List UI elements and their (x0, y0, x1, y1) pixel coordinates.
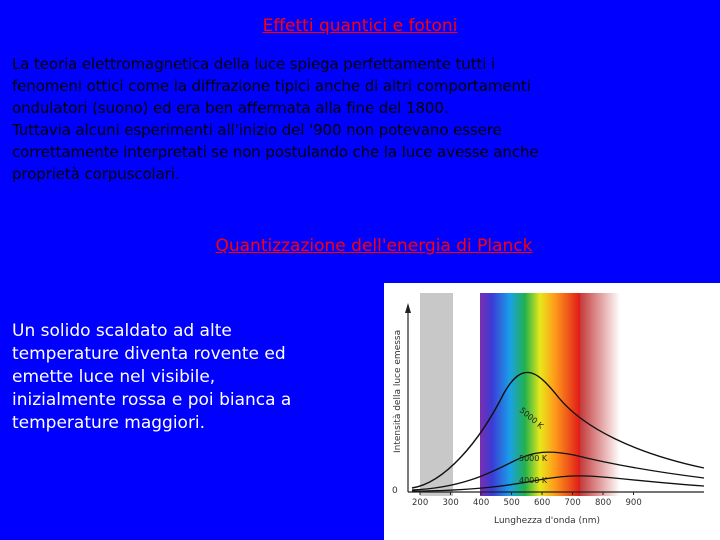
x-tick-label: 700 (564, 498, 581, 508)
blackbody-chart (384, 283, 720, 540)
visible-spectrum-band (480, 293, 580, 496)
slide-title: Effetti quantici e fotoni (262, 16, 458, 36)
x-axis-label: Lunghezza d'onda (nm) (494, 516, 601, 526)
curve-label-hot: 5000 K (517, 405, 546, 431)
x-tick-label: 600 (534, 498, 551, 508)
y-axis-arrow (405, 303, 411, 313)
curve-label-cool: 4000 K (519, 476, 548, 485)
y-axis-label: Intensità della luce emessa (393, 329, 403, 453)
x-tick-label: 800 (595, 498, 612, 508)
x-tick-label: 200 (412, 498, 429, 508)
origin-label: 0 (392, 486, 398, 496)
x-tick-label: 900 (625, 498, 642, 508)
body-paragraph: Un solido scaldato ad alte temperature diventa rovente ed emette luce nel visibile, inizialmente rossa e poi bianca a temperature maggiori. (12, 321, 292, 433)
x-tick-label: 500 (503, 498, 520, 508)
x-tick-label: 400 (473, 498, 490, 508)
x-tick-label: 300 (442, 498, 459, 508)
section-subtitle: Quantizzazione dell'energia di Planck (215, 236, 533, 256)
infrared-fade-band (580, 293, 620, 496)
intro-paragraph: La teoria elettromagnetica della luce spiega perfettamente tutti i fenomeni ottici come la diffrazione tipici anche di altri comportamenti ondulatori (suono) ed era ben affermata alla fine del 1800. Tuttavia alcuni esperimenti all'inizio del '900 non potevano essere correttamente interpretati se non postulando che la luce avesse anche proprietà corpuscolari. (12, 55, 539, 183)
uv-band (420, 293, 453, 496)
curve-label-mid: 5000 K (519, 454, 548, 463)
blackbody-figure (384, 283, 720, 540)
